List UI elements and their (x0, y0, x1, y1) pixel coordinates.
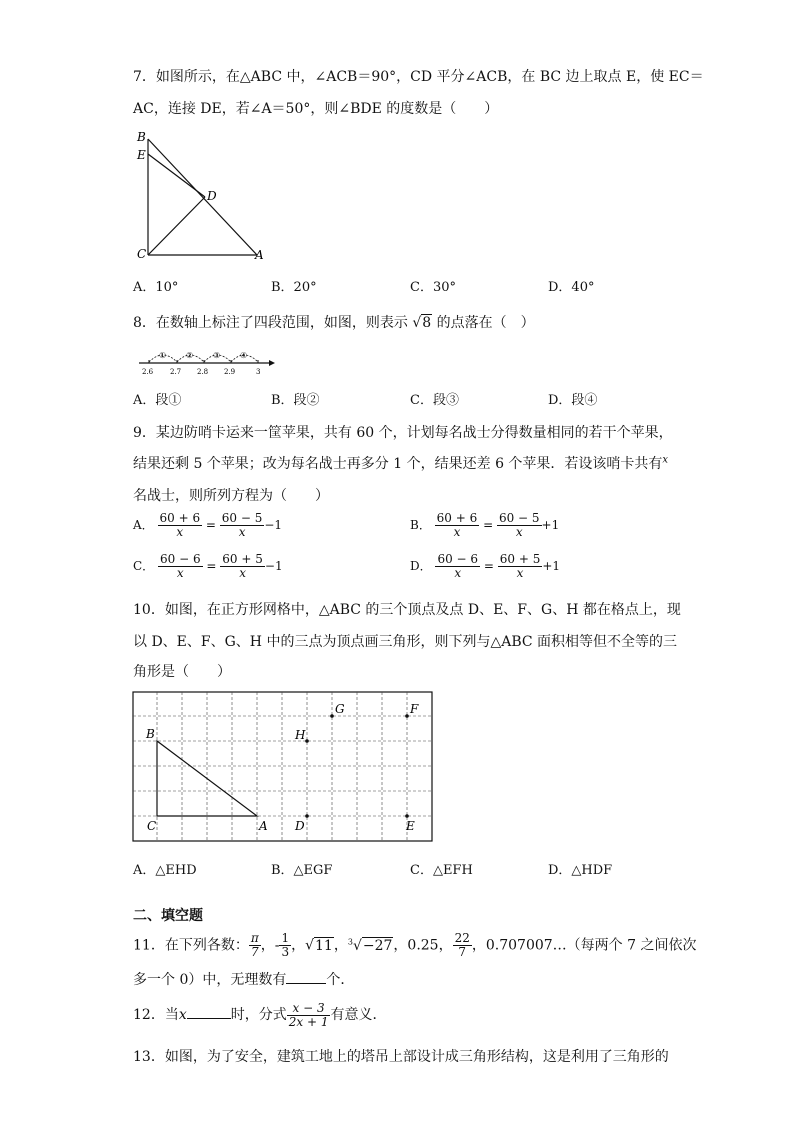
q9-a-right-fraction (220, 512, 265, 539)
minus-sign: - (274, 937, 280, 954)
q9-b-left-fraction (435, 512, 480, 539)
label-E: E (406, 819, 415, 833)
grid-border (133, 692, 432, 841)
numerator: 60 + 5 (222, 552, 263, 566)
radicand: 11 (315, 937, 333, 954)
q9-text-line2 (133, 453, 668, 473)
label-A: A (255, 248, 264, 262)
root-index: 3 (347, 937, 353, 946)
tick-label-3: 3 (256, 368, 261, 376)
cube-root-minus-27: $^3$√−27 (347, 937, 393, 954)
numerator: 22 (454, 931, 470, 946)
q9-var-x: x (662, 454, 669, 466)
q9-c-letter: C． (133, 559, 155, 573)
radicand: −27 (362, 937, 393, 954)
q7-option-d[interactable]: D．40° (548, 280, 595, 295)
label-H: H (295, 728, 306, 742)
fraction-pi-over-7 (249, 932, 261, 959)
comma: ， (333, 937, 348, 954)
q10-option-c[interactable]: C．△EFH (410, 863, 473, 878)
q8-number-line (137, 346, 277, 376)
label-B: B (146, 727, 155, 741)
q11-text-line2 (133, 969, 354, 989)
denominator: x (515, 525, 523, 539)
numerator: 60 + 5 (499, 552, 541, 566)
point-E (405, 814, 409, 818)
q12-middle: 时，分式 (230, 1007, 287, 1023)
point-D (305, 814, 309, 818)
tick-label-2.6: 2.6 (142, 368, 154, 376)
q8-text-after: 的点落在（ ） (436, 315, 535, 331)
q9-c-left-fraction (158, 553, 203, 580)
denominator: x (176, 525, 184, 539)
q7-option-a[interactable]: A．10° (133, 280, 179, 295)
label-A: A (259, 819, 268, 833)
q9-line2-text: 结果还剩 5 个苹果；改为每名战士再多分 1 个，结果还差 6 个苹果．若设该哨卡共有 (133, 456, 663, 472)
q9-b-right-fraction (497, 512, 542, 539)
q9-d-left-fraction (435, 553, 480, 580)
grid-lines (133, 692, 432, 841)
q9-option-c[interactable]: C． $\frac{60 - 6}{x}$ = $\frac{60 + 5}{x}$ −1 (133, 552, 283, 580)
q7-option-b[interactable]: B．20° (271, 280, 317, 295)
q9-b-letter: B． (410, 518, 431, 532)
segment-label-1: ① (159, 351, 167, 360)
q9-d-right-fraction (498, 553, 543, 580)
q12-fraction (287, 1002, 331, 1029)
q12-answer-blank[interactable] (187, 1006, 231, 1019)
q13-text-line1: 13．如图，为了安全，建筑工地上的塔吊上部设计成三角形结构，这是利用了三角形的 (133, 1049, 669, 1065)
q8-text-before: 8．在数轴上标注了四段范围，如图，则表示 (133, 315, 408, 331)
denominator: 3 (281, 945, 290, 960)
q10-text-line3: 角形是（ ） (133, 664, 231, 680)
q11-line2-start: 多一个 0）中，无理数有 (133, 972, 287, 988)
q8-option-d[interactable]: D．段④ (548, 393, 598, 408)
q11-answer-blank[interactable] (286, 971, 326, 984)
label-D: D (295, 819, 305, 833)
denominator: x (238, 525, 246, 539)
point-G (330, 714, 334, 718)
q12-text (133, 998, 386, 1032)
tick-label-2.7: 2.7 (170, 368, 182, 376)
segment-label-3: ③ (213, 351, 221, 360)
q7-triangle-figure (133, 128, 273, 263)
q9-option-d[interactable]: D． $\frac{60 - 6}{x}$ = $\frac{60 + 5}{x}$ +1 (410, 552, 561, 580)
q8-option-b[interactable]: B．段② (271, 393, 320, 408)
q7-text-line1: 7．如图所示，在△ABC 中，∠ACB＝90°，CD 平分∠ACB，在 BC 边上取点 E，使 EC＝ (133, 69, 704, 85)
numerator: 60 − 5 (221, 511, 263, 525)
section-title-fill-in: 二、填空题 (133, 908, 203, 924)
label-B: B (137, 130, 146, 144)
fraction-one-third (279, 932, 291, 959)
denominator: x (454, 566, 462, 580)
q12-end: 有意义． (330, 1007, 387, 1023)
q11-line2-end: 个． (326, 972, 355, 988)
numerator: 60 + 6 (159, 511, 201, 525)
q9-option-a[interactable]: A． $\frac{60 + 6}{x}$ = $\frac{60 - 5}{x}$ −1 (133, 511, 283, 539)
q9-c-tail: −1 (264, 559, 283, 573)
numerator: 60 − 5 (498, 511, 540, 525)
q8-option-a[interactable]: A．段① (133, 393, 182, 408)
q9-option-b[interactable]: B． $\frac{60 + 6}{x}$ = $\frac{60 - 5}{x}$ +1 (410, 511, 560, 539)
segment-CD (148, 197, 205, 255)
tick-label-2.9: 2.9 (224, 368, 236, 376)
q11-prefix: 11．在下列各数： (133, 937, 249, 954)
denominator: x (176, 566, 184, 580)
label-C: C (137, 247, 147, 261)
q12-start: 12．当 (133, 1007, 179, 1023)
label-D: D (207, 189, 217, 203)
numerator: x − 3 (287, 1002, 331, 1016)
q8-radicand: 8 (422, 315, 432, 331)
q7-text-line2: AC，连接 DE，若∠A＝50°，则∠BDE 的度数是（ ） (133, 101, 499, 117)
q11-tail: ，0.707007…（每两个 7 之间依次 (471, 937, 697, 954)
label-F: F (410, 702, 419, 716)
comma: ， (260, 937, 275, 954)
label-G: G (335, 702, 345, 716)
denominator: x (239, 566, 246, 580)
point-H (305, 739, 309, 743)
comma: ， (291, 937, 306, 954)
sqrt-11: √11 (305, 937, 333, 954)
numerator: π (250, 931, 259, 946)
q7-option-c[interactable]: C．30° (410, 280, 456, 295)
denominator: x (453, 525, 461, 539)
numerator: 60 − 6 (160, 552, 201, 566)
q9-text-line3: 名战士，则所列方程为（ ） (133, 488, 329, 504)
q8-text (133, 312, 535, 332)
q10-option-d[interactable]: D．△HDF (548, 863, 613, 878)
q9-d-letter: D． (410, 559, 432, 573)
numerator: 60 + 6 (436, 511, 478, 525)
tick-label-2.8: 2.8 (197, 368, 209, 376)
q9-a-left-fraction (158, 512, 203, 539)
denominator: 7 (458, 945, 467, 960)
denominator: 2x + 1 (288, 1014, 329, 1029)
q12-variable-x: x (178, 1007, 187, 1023)
label-E: E (137, 148, 146, 162)
q11-decimal: ，0.25， (393, 937, 453, 954)
q10-option-b[interactable]: B．△EGF (271, 863, 333, 878)
q8-radical-sign: √ (412, 315, 422, 331)
q9-a-tail: −1 (264, 518, 283, 532)
segment-label-4: ④ (240, 351, 248, 360)
q9-a-letter: A． (133, 518, 154, 532)
arrowhead-icon (269, 360, 275, 366)
q9-b-tail: +1 (541, 518, 560, 532)
q10-grid-figure (132, 691, 434, 843)
q11-text-line1 (133, 928, 696, 960)
point-F (405, 714, 409, 718)
q9-c-right-fraction (220, 553, 265, 580)
q9-d-tail: +1 (542, 559, 561, 573)
q10-option-a[interactable]: A．△EHD (133, 863, 197, 878)
numerator: 60 − 6 (437, 552, 479, 566)
label-C: C (147, 819, 157, 833)
fraction-22-over-7 (453, 932, 472, 959)
q8-option-c[interactable]: C．段③ (410, 393, 459, 408)
segment-label-2: ② (186, 351, 194, 360)
numerator: 1 (281, 931, 290, 946)
segment-ED (148, 154, 205, 197)
denominator: x (516, 566, 524, 580)
q10-text-line1: 10．如图，在正方形网格中，△ABC 的三个顶点及点 D、E、F、G、H 都在格点上，现 (133, 602, 681, 618)
denominator: 7 (250, 945, 259, 960)
q9-text-line1: 9．某边防哨卡运来一筐苹果，共有 60 个，计划每名战士分得数量相同的若干个苹果， (133, 425, 673, 441)
q10-text-line2: 以 D、E、F、G、H 中的三点为顶点画三角形，则下列与△ABC 面积相等但不全等的三 (133, 634, 678, 650)
